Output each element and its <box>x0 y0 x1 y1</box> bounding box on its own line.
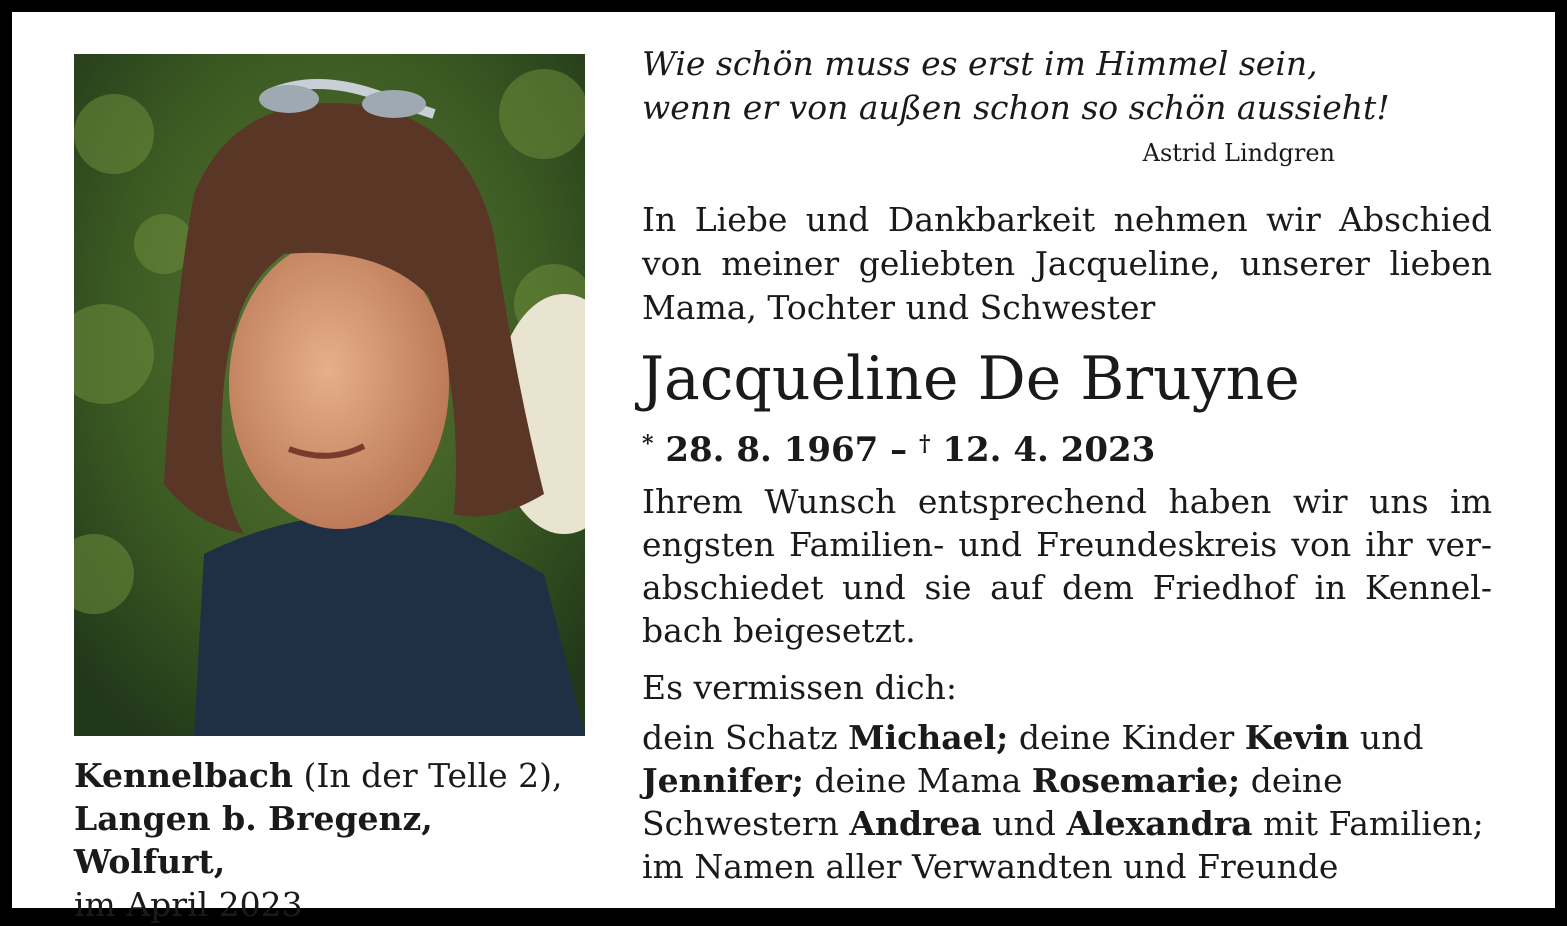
date-separator: – <box>878 430 919 470</box>
mourner-text: deine Mama <box>803 761 1032 800</box>
death-date: 12. 4. 2023 <box>942 430 1156 470</box>
funeral-text <box>642 480 1492 652</box>
birth-symbol: * <box>642 431 654 457</box>
mourners-list <box>642 716 1502 888</box>
place-address: (In der Telle 2), <box>293 756 563 795</box>
mourner-name: Jennifer; <box>642 761 804 800</box>
funeral-text-line-4: bach beigesetzt. <box>642 611 916 650</box>
quote <box>642 42 1402 130</box>
mourner-text: mit Familien; <box>1252 804 1484 843</box>
birth-date: 28. 8. 1967 <box>665 430 879 470</box>
mourner-name: Alexandra <box>1066 804 1253 843</box>
death-symbol: † <box>919 431 931 457</box>
deceased-name: Jacqueline De Bruyne <box>640 344 1300 414</box>
intro-text: In Liebe und Dankbarkeit nehmen wir Abschied von meiner geliebten Jacqueline, unserer lieben Mama, Tochter und Schwester <box>642 200 1492 327</box>
place-main: Kennelbach <box>74 756 294 795</box>
mourner-text: Schwestern <box>642 804 850 843</box>
place-and-date <box>74 754 594 926</box>
mourner-name: Andrea <box>849 804 982 843</box>
mourner-text: deine <box>1240 761 1343 800</box>
mourner-name: Rosemarie; <box>1031 761 1241 800</box>
notice-date: im April 2023 <box>74 885 303 924</box>
funeral-text-line-3: abschiedet und sie auf dem Friedhof in Kennel- <box>642 568 1492 607</box>
mourner-name: Michael; <box>848 718 1009 757</box>
mourner-text: und <box>981 804 1067 843</box>
quote-line-2: wenn er von außen schon so schön aussieht! <box>642 88 1390 127</box>
mourner-text: und <box>1349 718 1424 757</box>
place-towns: Langen b. Bregenz, Wolfurt, <box>74 799 433 881</box>
mourner-text: dein Schatz <box>642 718 849 757</box>
quote-line-1: Wie schön muss es erst im Himmel sein, <box>642 44 1318 83</box>
funeral-text-line-2: engsten Familien- und Freundeskreis von ihr ver- <box>642 525 1492 564</box>
portrait-photo <box>74 54 585 736</box>
mourner-name: Kevin <box>1244 718 1350 757</box>
mourner-text: deine Kinder <box>1008 718 1245 757</box>
funeral-text-line-1: Ihrem Wunsch entsprechend haben wir uns im <box>642 482 1492 521</box>
quote-author: Astrid Lindgren <box>1142 139 1335 167</box>
life-dates <box>642 420 1155 474</box>
mourner-text: im Namen aller Verwandten und Freunde <box>642 847 1339 886</box>
mourners-heading: Es vermissen dich: <box>642 668 957 707</box>
